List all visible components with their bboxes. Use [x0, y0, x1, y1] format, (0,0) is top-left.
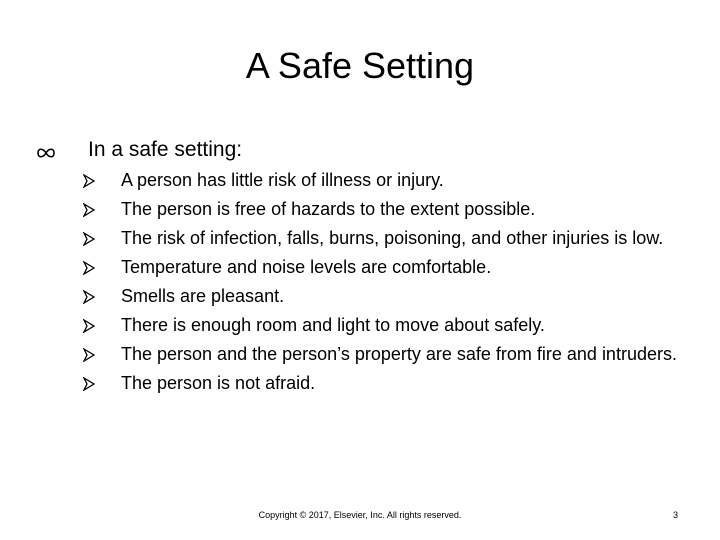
slide-number: 3: [672, 510, 678, 520]
list-item-text: The person is free of hazards to the extent possible.: [121, 199, 536, 219]
slide-title: A Safe Setting: [245, 45, 475, 86]
list-item-text: There is enough room and light to move about safely.: [121, 315, 545, 335]
list-item: [83, 227, 683, 250]
list-item-text: Temperature and noise levels are comfortable.: [121, 257, 492, 277]
list-item: [83, 256, 683, 279]
list-item-text: Smells are pleasant.: [121, 286, 285, 306]
list-item: [83, 314, 683, 337]
arrowhead-bullet-icon: [83, 348, 97, 362]
arrowhead-bullet-icon: [83, 319, 97, 333]
arrowhead-bullet-icon: [83, 290, 97, 304]
intro-text: In a safe setting:: [88, 138, 243, 161]
list-item: [83, 169, 683, 192]
list-item: [83, 372, 683, 395]
list-item: [83, 285, 683, 308]
arrowhead-bullet-icon: [83, 377, 97, 391]
list-item: [83, 198, 683, 221]
list-item: [83, 343, 683, 366]
list-item-text: A person has little risk of illness or injury.: [121, 170, 444, 190]
arrowhead-bullet-icon: [83, 232, 97, 246]
arrowhead-bullet-icon: [83, 174, 97, 188]
copyright-footer: Copyright © 2017, Elsevier, Inc. All rights reserved.: [258, 510, 462, 520]
infinity-bullet-icon: [36, 146, 56, 158]
list-item-text: The risk of infection, falls, burns, poisoning, and other injuries is low.: [121, 228, 664, 248]
arrowhead-bullet-icon: [83, 203, 97, 217]
arrowhead-bullet-icon: [83, 261, 97, 275]
list-item-text: The person is not afraid.: [121, 373, 316, 393]
list-item-text: The person and the person’s property are safe from fire and intruders.: [121, 344, 677, 364]
bullet-list: [83, 169, 683, 401]
